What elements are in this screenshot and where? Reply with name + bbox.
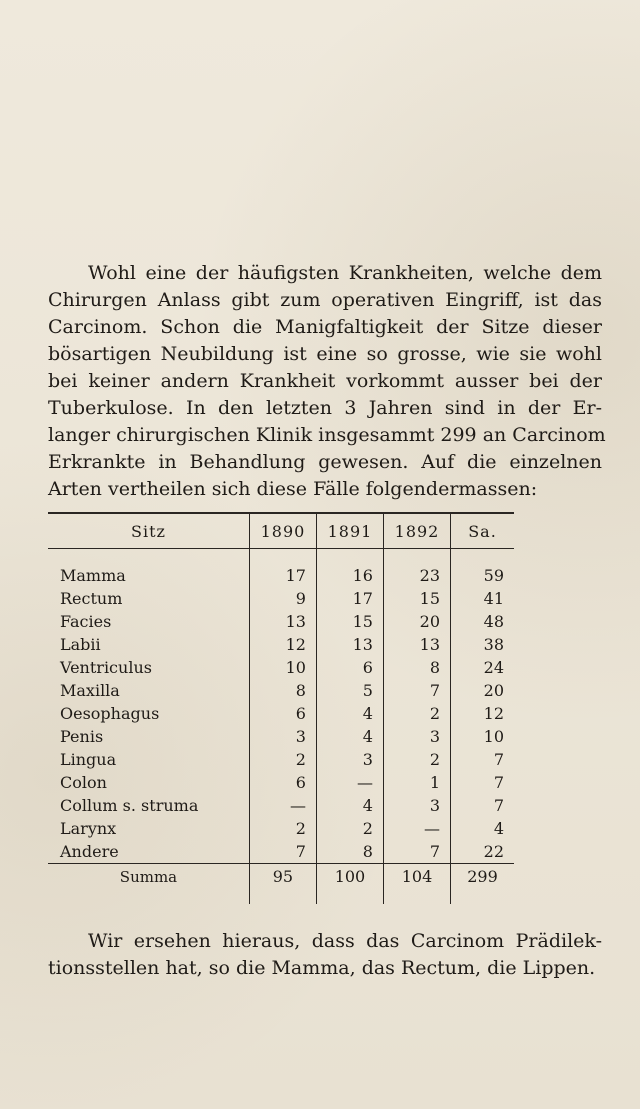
cell-y1892: 2 (383, 748, 450, 771)
cell-y1892: 15 (383, 587, 450, 610)
cell-sum: 12 (451, 702, 514, 725)
cell-y1892: 2 (383, 702, 450, 725)
cell-site: Penis (60, 727, 104, 746)
cell-y1891: 16 (316, 564, 383, 587)
cell-y1892: 8 (383, 656, 450, 679)
cell-sum: 4 (451, 817, 514, 840)
total-sum: 299 (451, 864, 514, 905)
cell-site: Colon (60, 773, 107, 792)
cell-sum: 20 (451, 679, 514, 702)
header-site: Sitz (48, 513, 249, 549)
cell-sum: 7 (451, 748, 514, 771)
text-line: Erkrankte in Behandlung gewesen. Auf die einzelnen (48, 451, 602, 473)
cell-y1890: 17 (249, 564, 316, 587)
table-row (48, 610, 514, 633)
cell-site: Labii (60, 635, 101, 654)
text-line: Arten vertheilen sich diese Fälle folgendermassen: (48, 478, 538, 500)
cell-site: Oesophagus (60, 704, 160, 723)
total-1891: 100 (316, 864, 383, 905)
cell-sum: 38 (451, 633, 514, 656)
table-row (48, 748, 514, 771)
cell-sum: 22 (451, 840, 514, 864)
text-line: bösartigen Neubildung ist eine so grosse, wie sie wohl (48, 343, 602, 365)
cell-y1892: 7 (383, 679, 450, 702)
header-1891: 1891 (316, 513, 383, 549)
cell-y1891: 2 (316, 817, 383, 840)
table-spacer-row (48, 549, 514, 565)
cell-y1892: — (383, 817, 450, 840)
cell-site: Mamma (60, 566, 126, 585)
cell-sum: 48 (451, 610, 514, 633)
cell-y1890: 12 (249, 633, 316, 656)
table-total-row (48, 864, 514, 905)
cell-y1890: 9 (249, 587, 316, 610)
table-row (48, 794, 514, 817)
text-line: Carcinom. Schon die Manigfaltigkeit der Sitze dieser (48, 316, 602, 338)
table-header-row (48, 513, 514, 549)
outro-paragraph (48, 928, 602, 982)
cell-sum: 7 (451, 794, 514, 817)
cell-site: Lingua (60, 750, 117, 769)
cell-y1892: 3 (383, 794, 450, 817)
cell-site: Rectum (60, 589, 123, 608)
cell-y1891: 15 (316, 610, 383, 633)
table-row (48, 656, 514, 679)
total-1892: 104 (383, 864, 450, 905)
cell-y1891: 5 (316, 679, 383, 702)
table-row (48, 840, 514, 864)
cell-y1891: 4 (316, 702, 383, 725)
cell-y1890: 8 (249, 679, 316, 702)
text-line: Wir ersehen hieraus, dass das Carcinom Prädilek- (88, 930, 602, 952)
intro-paragraph (48, 260, 606, 503)
cell-y1890: 7 (249, 840, 316, 864)
carcinoma-sites-table (48, 512, 514, 904)
text-line: tionsstellen hat, so die Mamma, das Rectum, die Lippen. (48, 957, 596, 979)
cell-y1892: 7 (383, 840, 450, 864)
text-line: Chirurgen Anlass gibt zum operativen Eingriff, ist das (48, 289, 602, 311)
cell-y1891: 13 (316, 633, 383, 656)
cell-y1890: 6 (249, 702, 316, 725)
cell-y1892: 20 (383, 610, 450, 633)
table-row (48, 679, 514, 702)
cell-y1890: — (249, 794, 316, 817)
cell-y1892: 23 (383, 564, 450, 587)
table-row (48, 564, 514, 587)
table-row (48, 725, 514, 748)
cell-y1891: 4 (316, 725, 383, 748)
cell-y1890: 13 (249, 610, 316, 633)
cell-y1890: 3 (249, 725, 316, 748)
cell-site: Larynx (60, 819, 117, 838)
cell-site: Facies (60, 612, 112, 631)
header-1890: 1890 (249, 513, 316, 549)
cell-sum: 41 (451, 587, 514, 610)
cell-y1890: 2 (249, 748, 316, 771)
cell-y1891: 4 (316, 794, 383, 817)
table-row (48, 587, 514, 610)
cell-sum: 59 (451, 564, 514, 587)
total-label: Summa (48, 864, 249, 905)
cell-sum: 10 (451, 725, 514, 748)
cell-y1891: 17 (316, 587, 383, 610)
cell-y1892: 1 (383, 771, 450, 794)
cell-y1890: 6 (249, 771, 316, 794)
table-row (48, 702, 514, 725)
cell-y1892: 13 (383, 633, 450, 656)
text-line: bei keiner andern Krankheit vorkommt ausser bei der (48, 370, 602, 392)
text-line: Wohl eine der häufigsten Krankheiten, welche dem (88, 262, 602, 284)
cell-y1891: 6 (316, 656, 383, 679)
total-1890: 95 (249, 864, 316, 905)
cell-y1891: — (316, 771, 383, 794)
text-line: langer chirurgischen Klinik insgesammt 299 an Carcinom (48, 424, 606, 446)
cell-site: Maxilla (60, 681, 120, 700)
cell-y1891: 3 (316, 748, 383, 771)
table-row (48, 771, 514, 794)
header-sum: Sa. (451, 513, 514, 549)
cell-site: Ventriculus (60, 658, 152, 677)
table-row (48, 817, 514, 840)
cell-sum: 24 (451, 656, 514, 679)
cell-site: Collum s. struma (60, 796, 199, 815)
cell-sum: 7 (451, 771, 514, 794)
text-line: Tuberkulose. In den letzten 3 Jahren sind in der Er- (48, 397, 602, 419)
cell-y1890: 10 (249, 656, 316, 679)
cell-site: Andere (60, 842, 119, 861)
header-1892: 1892 (383, 513, 450, 549)
cell-y1890: 2 (249, 817, 316, 840)
cell-y1892: 3 (383, 725, 450, 748)
table-row (48, 633, 514, 656)
cell-y1891: 8 (316, 840, 383, 864)
